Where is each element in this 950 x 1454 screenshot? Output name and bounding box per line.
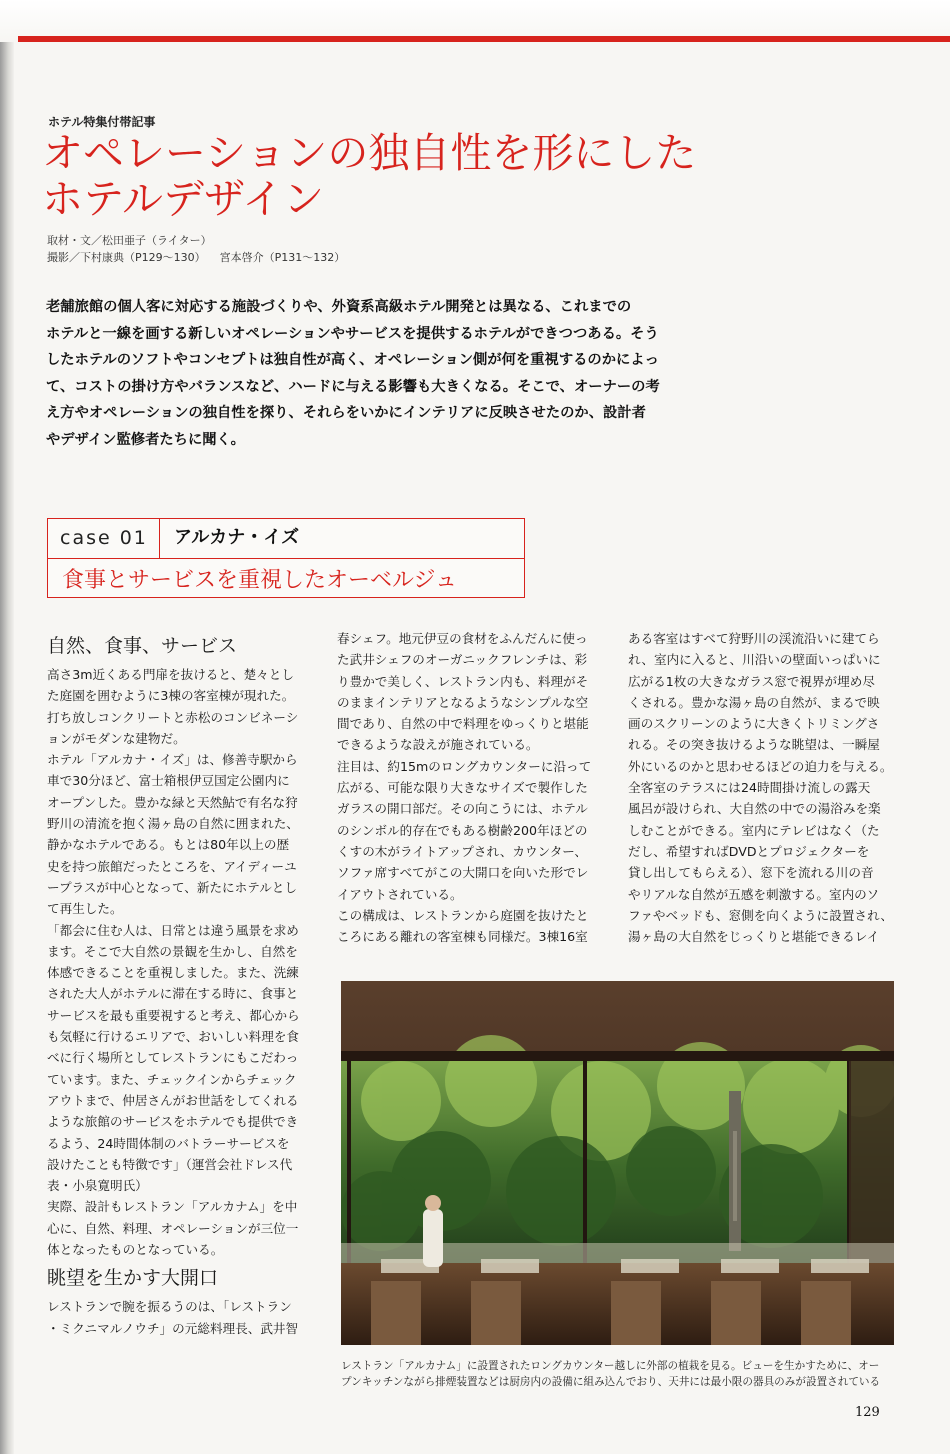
- body-line: ころにある離れの客室棟も同様だ。3棟16室: [337, 929, 588, 945]
- body-line: 高さ3m近くある門扉を抜けると、楚々とし: [47, 667, 294, 682]
- body-line: 広がる、可能な限り大きなサイズで製作した: [337, 780, 588, 796]
- body-line: 広がる1枚の大きなガラス窓で視界が埋め尽: [628, 673, 875, 689]
- case-box: [47, 518, 525, 598]
- article-title: [42, 130, 762, 222]
- body-line: るよう、24時間体制のバトラーサービスを: [47, 1135, 290, 1151]
- body-line: 貸し出してもらえる）、窓下を流れる川の音: [628, 865, 874, 881]
- caption-line: プンキッチンながら排煙装置などは厨房内の設備に組み込んでおり、天井には最小限の器具のみが設置されている: [341, 1376, 881, 1388]
- body-line: た庭園を囲むように3棟の客室棟が現れた。: [47, 688, 295, 704]
- lead-line: ホテルと一線を画する新しいオペレーションやサービスを提供するホテルができつつある。そう: [46, 325, 659, 342]
- body-line: のシンボル的存在でもある樹齢200年ほどの: [337, 822, 588, 838]
- body-line: された大人がホテルに滞在する時に、食事と: [47, 986, 299, 1002]
- body-line: ファやベッドも、窓側を向くように設置され、: [628, 907, 893, 923]
- column-2: [337, 628, 591, 947]
- restaurant-photo-illustration: [341, 981, 894, 1345]
- body-line: べに行く場所としてレストランにもこだわっ: [47, 1050, 299, 1066]
- top-rule: [0, 0, 950, 42]
- body-line: 設けたことも特徴です」（運営会社ドレス代: [47, 1156, 293, 1172]
- body-line: 車で30分ほど、富士箱根伊豆国定公園内に: [47, 773, 290, 789]
- body-line: て再生した。: [47, 901, 123, 917]
- body-line: 注目は、約15mのロングカウンターに沿って: [337, 758, 592, 774]
- body-line: くすの木がライトアップされ、カウンター、: [337, 843, 587, 859]
- body-line: できるような設えが施されている。: [337, 737, 539, 753]
- body-line: サービスを最も重要視すると考え、都心から: [47, 1007, 300, 1023]
- body-line: 実際、設計もレストラン「アルカナム」を中: [47, 1199, 298, 1215]
- body-line: しむことができる。室内にテレビはなく（た: [628, 822, 880, 838]
- binding-gutter: [0, 0, 14, 1454]
- body-line: だし、希望すればDVDとプロジェクターを: [628, 843, 870, 859]
- caption-line: レストラン「アルカナム」に設置されたロングカウンター越しに外部の植栽を見る。ビューを生かすために、オー: [341, 1360, 880, 1372]
- lead-line: え方やオペレーションの独自性を探り、それらをいかにインテリアに反映させたのか、設計者: [46, 405, 646, 422]
- body-line: り豊かで美しく、レストラン内も、料理がそ: [337, 673, 589, 689]
- body-line: 全客室のテラスには24時間掛け流しの露天: [628, 780, 871, 796]
- body-line: ・ミクニマルノウチ」の元総料理長、武井智: [47, 1320, 299, 1336]
- body-line: 春シェフ。地元伊豆の食材をふんだんに使っ: [337, 631, 588, 646]
- body-line: 心に、自然、料理、オペレーションが三位一: [47, 1220, 299, 1236]
- body-line: 静かなホテルである。もとは80年以上の歴: [47, 837, 290, 853]
- body-line: 湯ヶ島の大自然をじっくりと堪能できるレイ: [628, 929, 880, 945]
- lead-line: て、コストの掛け方やバランスなど、ハードに与える影響も大きくなる。そこで、オーナーの考: [46, 378, 660, 395]
- body-line: た武井シェフのオーガニックフレンチは、彩: [337, 652, 588, 668]
- photo-caption: [341, 1358, 901, 1390]
- body-line: のままインテリアとなるようなシンプルな空: [337, 694, 589, 710]
- body-line: 野川の清流を抱く湯ヶ島の自然に囲まれた、: [47, 816, 299, 832]
- case-number: case 01: [48, 519, 160, 559]
- body-line: 打ち放しコンクリートと赤松のコンビネーシ: [47, 709, 299, 725]
- body-line: やリアルな自然が五感を刺激する。室内のソ: [628, 886, 880, 902]
- page-number: 129: [855, 1405, 880, 1420]
- credits: [47, 232, 359, 266]
- body-line: ある客室はすべて狩野川の渓流沿いに建てら: [628, 631, 880, 646]
- body-line: ています。また、チェックインからチェック: [47, 1071, 297, 1087]
- body-line: 「都会に住む人は、日常とは違う風景を求め: [47, 922, 299, 938]
- body-line: ガラスの開口部だ。その向こうには、ホテル: [337, 801, 588, 817]
- body-line: 表・小泉寛明氏）: [47, 1178, 148, 1194]
- column-3: [628, 628, 893, 947]
- section-heading: 自然、食事、サービス: [47, 635, 238, 657]
- body-line: イアウトされている。: [337, 886, 463, 902]
- body-line: ープラスが中心となって、新たにホテルとし: [47, 879, 297, 895]
- lead-line: 老舗旅館の個人客に対応する施設づくりや、外資系高級ホテル開発とは異なる、これまでの: [46, 299, 632, 315]
- body-line: 間であり、自然の中で料理をゆっくりと堪能: [337, 716, 589, 732]
- body-line: ョンがモダンな建物だ。: [47, 730, 186, 746]
- lead-paragraph: [46, 294, 696, 454]
- body-line: 風呂が設けられ、大自然の中での湯浴みを楽: [628, 801, 881, 817]
- section-eyebrow: ホテル特集付帯記事: [48, 115, 156, 129]
- body-line: れる。その突き抜けるような眺望は、一瞬屋: [628, 737, 880, 753]
- body-line: アウトまで、仲居さんがお世話をしてくれる: [47, 1092, 299, 1108]
- body-line: オープンした。豊かな緑と天然鮎で有名な狩: [47, 794, 298, 810]
- title-line-1: オペレーションの独自性を形にした: [42, 129, 697, 177]
- restaurant-photo: [341, 981, 894, 1345]
- column-1: [47, 634, 300, 1339]
- credit-photo: [47, 249, 359, 266]
- credit-photo-1: 撮影／下村康典（P129～130）: [47, 251, 206, 264]
- credit-photo-2: 宮本啓介（P131～132）: [219, 251, 346, 264]
- body-line: ような旅館のサービスをホテルでも提供でき: [47, 1114, 299, 1130]
- body-line: 史を持つ旅館だったところを、アイディーユ: [47, 858, 297, 874]
- body-line: 体感できることを重視しました。また、洗練: [47, 965, 299, 981]
- body-line: この構成は、レストランから庭園を抜けたと: [337, 907, 589, 923]
- body-line: ます。そこで大自然の景観を生かし、自然を: [47, 943, 298, 959]
- section-heading: 眺望を生かす大開口: [47, 1267, 219, 1290]
- lead-line: やデザイン監修者たちに聞く。: [46, 431, 245, 448]
- body-line: ホテル「アルカナ・イズ」は、修善寺駅から: [47, 752, 298, 768]
- body-line: くされる。豊かな湯ヶ島の自然が、まるで映: [628, 694, 880, 710]
- credit-writer: 取材・文／松田亜子（ライター）: [47, 234, 212, 247]
- title-line-2: ホテルデザイン: [42, 175, 325, 223]
- body-line: れ、室内に入ると、川沿いの壁面いっぱいに: [628, 652, 881, 668]
- body-line: 画のスクリーンのように大きくトリミングさ: [628, 716, 880, 732]
- body-line: 体となったものとなっている。: [47, 1242, 224, 1258]
- top-red-bar: [18, 36, 950, 42]
- body-line: レストランで腕を振るうのは、「レストラン: [47, 1299, 292, 1315]
- lead-line: したホテルのソフトやコンセプトは独自性が高く、オペレーション側が何を重視するのかによっ: [46, 352, 659, 369]
- body-line: も気軽に行けるエリアで、おいしい料理を食: [47, 1029, 300, 1045]
- body-line: 外にいるのかと思わせるほどの迫力を与える。: [628, 758, 893, 774]
- case-name: アルカナ・イズ: [160, 519, 524, 559]
- body-line: ソファ席すべてがこの大開口を向いた形でレ: [337, 865, 589, 881]
- case-subtitle: 食事とサービスを重視したオーベルジュ: [62, 568, 458, 593]
